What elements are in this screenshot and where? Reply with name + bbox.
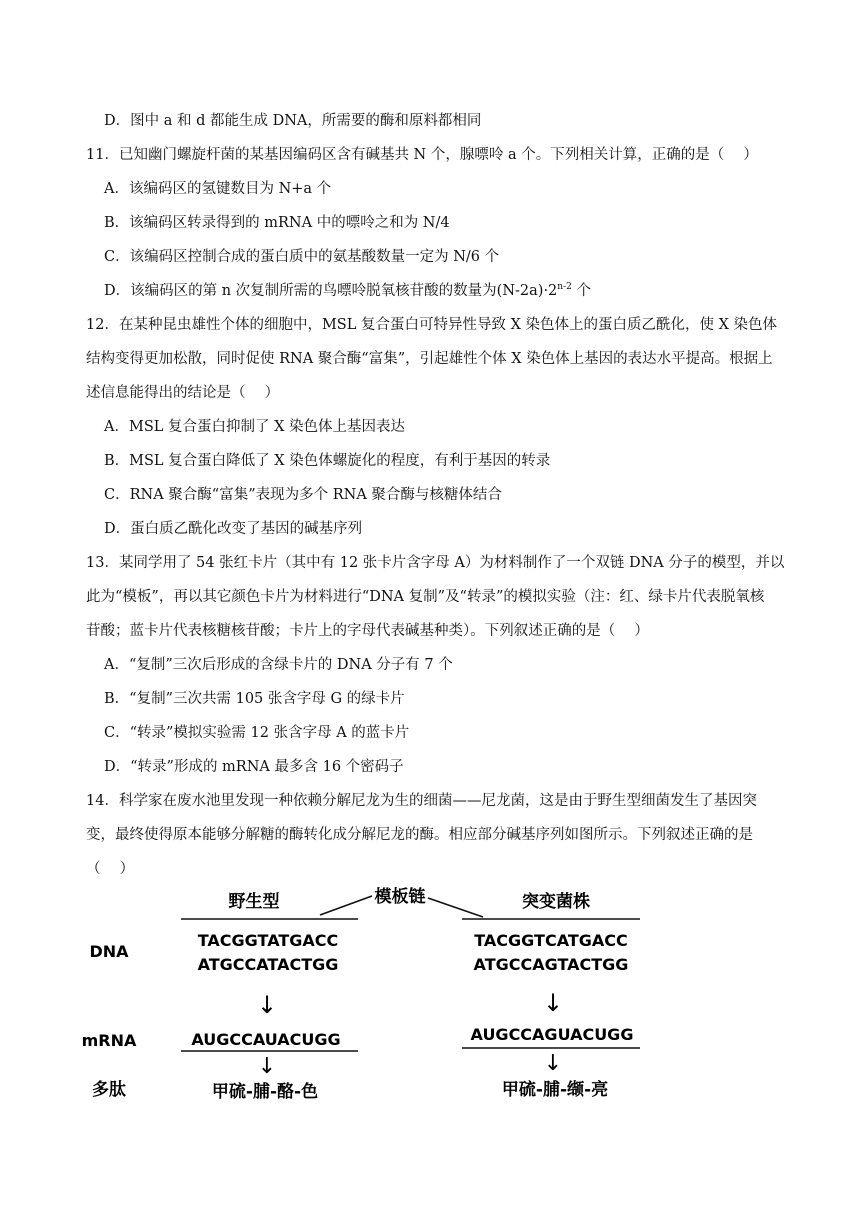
mutant-mrna-sequence: AUGCCAGUACUGG [470, 1025, 634, 1044]
wild-type-label: 野生型 [228, 892, 280, 912]
template-pointer-left [320, 896, 372, 915]
q12-stem-line2: 结构变得更加松散，同时促使 RNA 聚合酶“富集”，引起雄性个体 X 染色体上基因的表达水平提高。根据上 [86, 351, 773, 367]
wild-arrow-down-2: ↓ [257, 1054, 277, 1079]
wild-dna-bottom-strand: ATGCCATACTGG [197, 955, 339, 974]
mutant-peptide-sequence: 甲硫-脯-缬-亮 [501, 1080, 609, 1100]
mutant-arrow-down-1: ↓ [542, 989, 564, 1017]
wild-peptide-sequence: 甲硫-脯-酪-色 [211, 1082, 319, 1102]
q12-option-b: B．MSL 复合蛋白降低了 X 染色体螺旋化的程度，有利于基因的转录 [104, 453, 551, 469]
mutant-dna-top-strand: TACGGTCATGACC [474, 931, 628, 950]
mutant-dna-bottom-strand: ATGCCAGTACTGG [473, 955, 629, 974]
mutant-strain-label: 突变菌株 [522, 892, 590, 912]
q11-option-c: C．该编码区控制合成的蛋白质中的氨基酸数量一定为 N/6 个 [104, 249, 500, 265]
q14-stem-line3: （ ） [86, 861, 135, 877]
q11-stem: 11．已知幽门螺旋杆菌的某基因编码区含有碱基共 N 个，腺嘌呤 a 个。下列相关计算，正确的是（ ） [86, 147, 758, 163]
q14-stem-line1: 14．科学家在废水池里发现一种依赖分解尼龙为生的细菌——尼龙菌，这是由于野生型细菌发生了基因突 [86, 793, 757, 809]
template-strand-label: 模板链 [374, 887, 426, 907]
q10-option-d: D．图中 a 和 d 都能生成 DNA，所需要的酶和原料都相同 [104, 113, 482, 129]
wild-arrow-down-1: ↓ [256, 991, 278, 1019]
wild-mrna-sequence: AUGCCAUACUGG [191, 1030, 341, 1049]
q13-option-b: B．“复制”三次共需 105 张含字母 G 的绿卡片 [104, 691, 405, 707]
q12-stem-line1: 12．在某种昆虫雄性个体的细胞中，MSL 复合蛋白可特异性导致 X 染色体上的蛋白质乙酰化，使 X 染色体 [86, 317, 778, 333]
q12-option-d: D．蛋白质乙酰化改变了基因的碱基序列 [104, 521, 363, 537]
q12-option-a: A．MSL 复合蛋白抑制了 X 染色体上基因表达 [104, 419, 406, 435]
q11-option-b: B．该编码区转录得到的 mRNA 中的嘌呤之和为 N/4 [104, 215, 450, 231]
q11-option-d-text: D．该编码区的第 n 次复制所需的鸟嘌呤脱氧核苷酸的数量为(N-2a)·2 [104, 283, 558, 299]
mutant-arrow-down-2: ↓ [543, 1051, 563, 1076]
q12-stem-line3: 述信息能得出的结论是（ ） [86, 385, 280, 401]
wild-dna-top-strand: TACGGTATGACC [197, 931, 339, 950]
template-pointer-right [428, 898, 483, 917]
q14-stem-line2: 变，最终使得原本能够分解糖的酶转化成分解尼龙的酶。相应部分碱基序列如图所示。下列叙述正确的是 [86, 827, 753, 843]
q13-stem-line1: 13．某同学用了 54 张红卡片（其中有 12 张卡片含字母 A）为材料制作了一个双链 DNA 分子的模型，并以 [86, 555, 785, 571]
q13-stem-line2: 此为“模板”，再以其它颜色卡片为材料进行“DNA 复制”及“转录”的模拟实验（注：红、绿卡片代表脱氧核 [86, 589, 765, 605]
q11-option-d-unit: 个 [571, 283, 591, 299]
q12-option-c: C．RNA 聚合酶“富集”表现为多个 RNA 聚合酶与核糖体结合 [104, 487, 502, 503]
row-label-mrna: mRNA [81, 1031, 137, 1050]
q13-option-d: D．“转录”形成的 mRNA 最多含 16 个密码子 [104, 759, 404, 775]
row-label-peptide: 多肽 [92, 1080, 126, 1100]
q11-option-d-exponent: n-2 [557, 282, 572, 292]
q11-option-a: A．该编码区的氢键数目为 N+a 个 [104, 181, 332, 197]
q13-option-a: A．“复制”三次后形成的含绿卡片的 DNA 分子有 7 个 [104, 657, 453, 673]
q13-option-c: C．“转录”模拟实验需 12 张含字母 A 的蓝卡片 [104, 725, 410, 741]
q13-stem-line3: 苷酸；蓝卡片代表核糖核苷酸；卡片上的字母代表碱基种类）。下列叙述正确的是（ ） [86, 623, 649, 639]
row-label-dna: DNA [89, 942, 129, 961]
